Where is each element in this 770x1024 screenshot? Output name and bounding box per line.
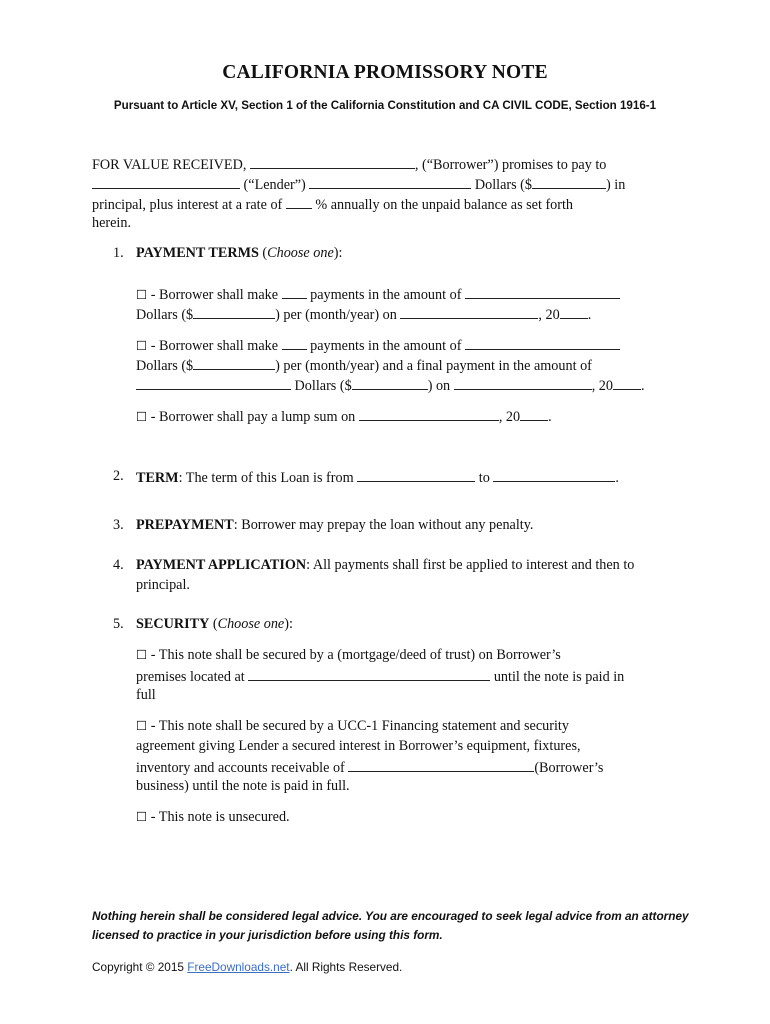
security-heading: SECURITY [136, 616, 210, 632]
security-a-text-2: premises located at [136, 669, 245, 685]
document-subtitle: Pursuant to Article XV, Section 1 of the California Constitution and CA CIVIL CODE, Section 1916-1 [113, 99, 657, 112]
option-a-text-5: , 20 [538, 307, 560, 323]
interest-rate-text-2: % annually on the unpaid balance as set forth [315, 197, 574, 213]
section-2-line [136, 468, 619, 487]
payment-application-heading: PAYMENT APPLICATION [136, 557, 307, 573]
legal-disclaimer: Nothing herein shall be considered legal advice. You are encouraged to seek legal advice from an attorney licensed to practice in your jurisdiction before using this form. [92, 909, 689, 942]
payment-option-b-checkbox[interactable]: ☐ [136, 338, 148, 353]
principal-amount-field[interactable] [532, 175, 606, 189]
option-b-text-6: ) on [427, 378, 451, 394]
paren-close: ): [333, 245, 343, 261]
term-heading: TERM [136, 470, 179, 486]
option-b-text-5: Dollars ($ [294, 378, 352, 394]
interest-rate-text: principal, plus interest at a rate of [92, 197, 283, 213]
option-a-text-4: ) per (month/year) on [275, 307, 397, 323]
copyright-prefix: Copyright © 2015 [92, 960, 188, 974]
option-b-amount-field[interactable] [193, 356, 275, 370]
choose-one-text: Choose one [267, 245, 334, 261]
security-option-b-line-2: agreement giving Lender a secured interest in Borrower’s equipment, fixtures, [136, 738, 581, 754]
dollars-text: Dollars ($ [474, 177, 532, 193]
option-a-text-1: - Borrower shall make [150, 287, 279, 303]
security-option-a-line-1 [136, 647, 561, 664]
term-text-3: . [615, 470, 619, 486]
lender-name-field[interactable] [92, 175, 240, 189]
payment-option-b-line-3 [136, 376, 645, 395]
security-option-b-line-4: business) until the note is paid in full. [136, 778, 350, 794]
option-b-final-words-field[interactable] [136, 376, 291, 390]
option-a-amount-field[interactable] [193, 305, 275, 319]
option-b-year-field[interactable] [613, 376, 641, 390]
choose-one-text: Choose one [217, 616, 285, 632]
option-a-count-field[interactable] [282, 285, 307, 299]
option-a-amount-words-field[interactable] [465, 285, 620, 299]
option-b-text-8: . [640, 378, 645, 394]
payment-application-text: : All payments shall first be applied to interest and then to [306, 557, 635, 573]
section-3-number: 3. [113, 517, 124, 533]
paren-open: ( [258, 245, 268, 261]
option-c-text-3: . [548, 409, 552, 425]
option-c-year-field[interactable] [520, 407, 548, 421]
borrower-business-field[interactable] [348, 758, 534, 772]
term-to-field[interactable] [493, 468, 615, 482]
option-b-text-1: - Borrower shall make [150, 338, 279, 354]
security-c-text-1: - This note is unsecured. [150, 809, 290, 825]
payment-option-c-line [136, 407, 552, 426]
security-b-text-4: (Borrower’s [534, 760, 604, 776]
section-1-heading [136, 245, 342, 262]
paren-open: ( [209, 616, 218, 632]
prepayment-text: : Borrower may prepay the loan without any penalty. [233, 517, 534, 533]
option-b-final-amount-field[interactable] [352, 376, 428, 390]
intro-line-2 [92, 175, 625, 194]
intro-line-3 [92, 195, 573, 214]
premises-location-field[interactable] [248, 667, 490, 681]
option-b-text-3: Dollars ($ [136, 358, 194, 374]
payment-option-b-line-2 [136, 356, 592, 375]
term-text-1: : The term of this Loan is from [178, 470, 354, 486]
intro-line-1 [92, 155, 606, 174]
security-option-c-line [136, 809, 290, 826]
option-a-text-6: . [587, 307, 592, 323]
in-text: ) in [606, 177, 626, 193]
document-title: CALIFORNIA PROMISSORY NOTE [222, 62, 548, 83]
borrower-text: , (“Borrower”) promises to pay to [414, 157, 607, 173]
security-option-a-line-3: full [136, 687, 156, 703]
payment-option-b-line-1 [136, 336, 620, 355]
copyright-line [92, 960, 402, 974]
payment-option-a-line-2 [136, 305, 591, 324]
intro-line-4: herein. [92, 215, 131, 231]
lender-text: (“Lender”) [243, 177, 306, 193]
security-b-text-1: - This note shall be secured by a UCC-1 Financing statement and security [150, 718, 569, 734]
option-c-date-field[interactable] [359, 407, 499, 421]
security-a-text-1: - This note shall be secured by a (mortgage/deed of trust) on Borrower’s [150, 647, 561, 663]
section-3-line [136, 517, 533, 534]
security-option-c-checkbox[interactable]: ☐ [136, 809, 148, 824]
option-a-date-field[interactable] [400, 305, 538, 319]
term-from-field[interactable] [357, 468, 475, 482]
option-c-text-1: - Borrower shall pay a lump sum on [150, 409, 356, 425]
security-option-b-checkbox[interactable]: ☐ [136, 718, 148, 733]
option-b-count-field[interactable] [282, 336, 307, 350]
section-4-line-1 [136, 557, 634, 574]
security-option-b-line-1 [136, 718, 569, 735]
paren-close: ): [284, 616, 293, 632]
option-a-year-field[interactable] [560, 305, 588, 319]
freedownloads-link[interactable]: FreeDownloads.net [187, 960, 290, 974]
option-b-text-2: payments in the amount of [310, 338, 462, 354]
copyright-suffix: . All Rights Reserved. [289, 960, 403, 974]
principal-words-field[interactable] [309, 175, 471, 189]
payment-terms-heading: PAYMENT TERMS [136, 245, 259, 261]
term-text-2: to [478, 470, 490, 486]
section-5-heading [136, 616, 293, 633]
option-a-text-2: payments in the amount of [310, 287, 462, 303]
security-option-b-line-3 [136, 758, 603, 777]
security-option-a-checkbox[interactable]: ☐ [136, 647, 148, 662]
payment-option-a-checkbox[interactable]: ☐ [136, 287, 148, 302]
option-b-text-7: , 20 [591, 378, 613, 394]
section-2-number: 2. [113, 468, 124, 484]
payment-option-a-line-1 [136, 285, 620, 304]
section-4-line-2: principal. [136, 577, 190, 593]
security-a-text-3: until the note is paid in [493, 669, 625, 685]
section-5-number: 5. [113, 616, 124, 632]
interest-rate-field[interactable] [286, 195, 312, 209]
option-b-amount-words-field[interactable] [465, 336, 620, 350]
option-b-date-field[interactable] [454, 376, 592, 390]
borrower-name-field[interactable] [250, 155, 415, 169]
security-option-a-line-2 [136, 667, 624, 686]
option-c-text-2: , 20 [498, 409, 521, 425]
option-b-text-4: ) per (month/year) and a final payment in the amount of [275, 358, 592, 374]
option-a-text-3: Dollars ($ [136, 307, 194, 323]
for-value-text: FOR VALUE RECEIVED, [92, 157, 247, 173]
payment-option-c-checkbox[interactable]: ☐ [136, 409, 148, 424]
security-b-text-3: inventory and accounts receivable of [136, 760, 345, 776]
prepayment-heading: PREPAYMENT [136, 517, 234, 533]
section-1-number: 1. [113, 245, 124, 261]
section-4-number: 4. [113, 557, 124, 573]
